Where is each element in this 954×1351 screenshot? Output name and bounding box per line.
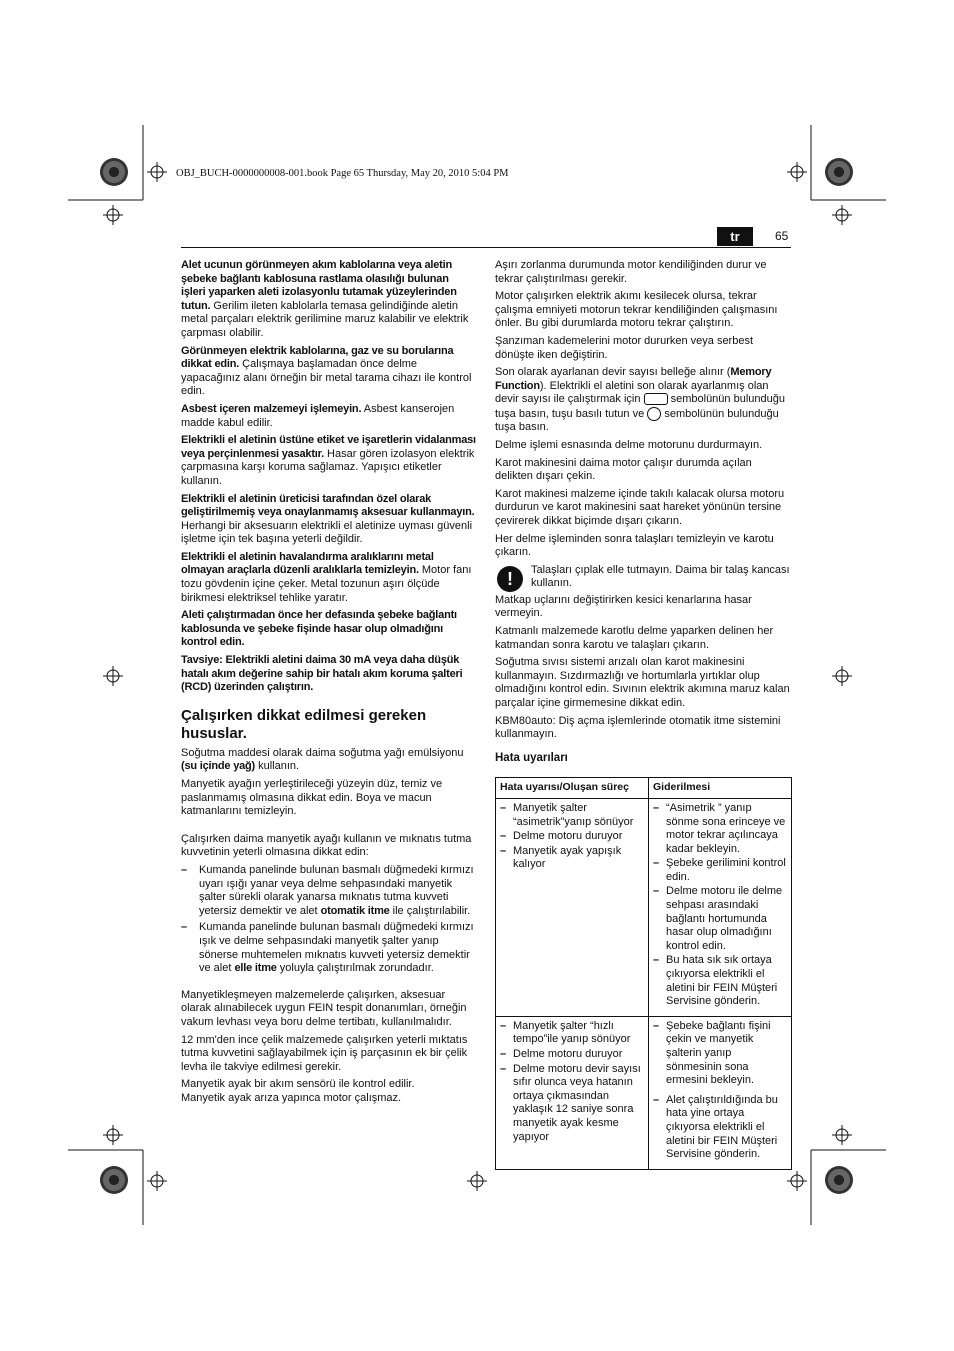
safety-paragraph: Asbest içeren malzemeyi işlemeyin. Asbest kanserojen madde kabul edilir. (181, 402, 455, 429)
body-paragraph: Çalışırken daima manyetik ayağı kullanın ve mıknatıs tutma kuvvetinin yeterli olmasına dikkat edin: (181, 832, 472, 859)
cell-item: – Manyetik ayak yapışık kalıyor (500, 845, 644, 872)
table-row (496, 798, 792, 1016)
safety-paragraph: Tavsiye: Elektrikli aletini daima 30 mA veya daha düşük hatalı akım değerine sahip bir hatalı akım koruma şalteri (RCD) üzerinden çalıştırın. (181, 654, 463, 694)
body-paragraph: Her delme işleminden sonra talaşları temizleyin ve karotu çıkarın. (495, 532, 774, 559)
safety-paragraph: Alet ucunun görünmeyen akım kablolarına veya aletin şebeke bağlantı kablosuna rastlama olasılığı bulunan işleri yaparken aleti izolasyonlu tutamak yüzeylerinden tutun. Gerilim ileten kablolarla temasa gelindiğinde aletin metal parçaları elektrik gerilimine maruz kalabilir ve elektrik çarpması olabilir. (181, 259, 469, 339)
safety-paragraph: Elektrikli el aletinin üreticisi tarafından özel olarak geliştirilmemiş veya onaylanmamış aksesuar kullanmayın. Herhangi bir aksesuarın elektrikli el aletinize uyması güvenli işletme için tek başına yeterli değildir. (181, 492, 475, 546)
cell-item: – Delme motoru duruyor (500, 830, 644, 844)
cell-item: – Alet çalıştırıldığında bu hata yine ortaya çıkıyorsa elektrikli el aletini bir FEIN Müşteri Servisine gönderin. (653, 1094, 787, 1162)
warning-exclamation-icon: ! (497, 566, 523, 592)
right-column (495, 259, 792, 1170)
body-paragraph: Şanzıman kademelerini motor dururken veya serbest dönüşte iken değiştirin. (495, 334, 754, 361)
body-paragraph: Karot makinesini daima motor çalışır durumda açılan delikten dışarı çekin. (495, 456, 752, 483)
body-paragraph: Soğutma maddesi olarak daima soğutma yağı emülsiyonu (su içinde yağ) kullanın. (181, 746, 464, 773)
warning-text: Talaşları çıplak elle tutmayın. Daima bir talaş kancası kullanın. (531, 563, 790, 590)
language-tab: tr (717, 227, 753, 246)
cell-item: – Manyetik şalter “asimetrik”yanıp sönüyor (500, 802, 644, 829)
header-rule (181, 247, 791, 248)
fault-heading: Hata uyarıları (495, 751, 568, 764)
registration-disc-bottom-right (825, 1166, 853, 1194)
safety-paragraph: Aleti çalıştırmadan önce her defasında şebeke bağlantı kablosunda ve şebeke fişinde hasar olup olmadığını kontrol edin. (181, 609, 457, 649)
column-header: Hata uyarısı/Oluşan süreç (496, 778, 649, 799)
cell-item: – Manyetik şalter “hızlı tempo”ile yanıp sönüyor (500, 1020, 644, 1047)
body-paragraph: Son olarak ayarlanan devir sayısı belleğe alınır (Memory Function). Elektrikli el aletini son olarak ayarlanmış olan devir sayısı ile çalıştırmak için sembolünün bulunduğu tuşa basın, tuşu basılı tutun ve sembolünün bulunduğu tuşa basın. (495, 366, 785, 434)
cell-item: – Bu hata sık sık ortaya çıkıyorsa elektrikli el aletini bir FEIN Müşteri Servisine gönderin. (653, 954, 787, 1008)
cell-item: – Delme motoru devir sayısı sıfır olunca veya hatanın ortaya çıkmasından yaklaşık 12 saniye sonra manyetik ayak kesme yapıyor (500, 1063, 644, 1145)
cell-item: – Delme motoru duruyor (500, 1048, 644, 1062)
safety-paragraph: Elektrikli el aletinin üstüne etiket ve işaretlerin vidalanması veya perçinlenmesi yasaktır. Hasar gören izolasyon elektrik çarpmasına karşı koruma sağlamaz. Yapışıcı etiketler kullanın. (181, 434, 476, 487)
cell-item: – Delme motoru ile delme sehpası arasındaki bağlantı hortumunda hasar olup olmadığını kontrol edin. (653, 885, 787, 953)
body-paragraph: Aşırı zorlanma durumunda motor kendiliğinden durur ve tekrar çalıştırılması gerekir. (495, 259, 767, 285)
table-cell (496, 798, 649, 1016)
body-paragraph: Matkap uçlarını değiştirirken kesici kenarlarına hasar vermeyin. (495, 593, 752, 620)
registration-disc-top-right (825, 158, 853, 186)
body-paragraph: KBM80auto: Diş açma işlemlerinde otomatik itme sistemini kullanmayın. (495, 714, 781, 741)
rotation-symbol-icon (647, 407, 661, 421)
table-row (496, 1016, 792, 1169)
registration-disc-top-left (100, 158, 128, 186)
speed-up-symbol-icon (644, 393, 668, 405)
body-paragraph: Manyetikleşmeyen malzemelerde çalışırken, aksesuar olarak alınabilecek uygun FEIN tespit donanımları, örneğin vakum levhası veya boru delme tertibatı, kullanılmalıdır. (181, 988, 467, 1028)
safety-paragraph: Görünmeyen elektrik kablolarına, gaz ve su borularına dikkat edin. Çalışmaya başlamadan önce delme yapacağınız alanı örneğin bir metal tarama cihazı ile kontrol edin. (181, 344, 472, 398)
file-info: OBJ_BUCH-0000000008-001.book Page 65 Thursday, May 20, 2010 5:04 PM (176, 168, 509, 179)
body-paragraph: Manyetik ayak arıza yapınca motor çalışmaz. (181, 1091, 402, 1104)
body-paragraph: Soğutma sıvısı sistemi arızalı olan karot makinesini kullanmayın. Sızdırmazlığı ve hortumlarla yırtıklar olup olmadığını kontrol edin. Sıvının elektrik akımına maruz kalan parçalar içine girmemesine dikkat edin. (495, 656, 790, 709)
safety-paragraph: Elektrikli el aletinin havalandırma aralıklarını metal olmayan araçlarla düzenli aralıklarla temizleyin. Motor fanı tozu gövdenin içine çeker. Metal tozunun aşırı ölçüde birikmesi elektriksel tehlike yaratır. (181, 550, 472, 604)
left-column (181, 259, 476, 1109)
list-item: – Kumanda panelinde bulunan basmalı düğmedeki kırmızı ışık ve delme sehpasındaki manyetik şalter yanıp sönerse muhtemelen mıknatıs kuvveti yetersiz demektir ve alet elle itme yoluyla çalıştırılmak zorundadır. (181, 921, 476, 975)
column-header: Giderilmesi (649, 778, 792, 799)
body-paragraph: Karot makinesi malzeme içinde takılı kalacak olursa motoru durdurun ve karot makinesini saat hareket yönünün tersine çevirerek dikkat biçimde dışarı çıkarın. (495, 487, 785, 527)
cell-item: – “Asimetrik ” yanıp sönme sona erinceye ve motor tekrar açılıncaya kadar bekleyin. (653, 802, 787, 856)
section-heading: Çalışırken dikkat edilmesi gereken hususlar. (181, 706, 427, 742)
registration-disc-bottom-left (100, 1166, 128, 1194)
body-paragraph: Katmanlı malzemede karotlu delme yaparken delinen her katmandan sonra karotu ve talaşları çıkarın. (495, 624, 774, 651)
cell-item: – Şebeke bağlantı fişini çekin ve manyetik şalterin yanıp sönmesinin sona ermesini bekleyin. (653, 1020, 787, 1088)
table-cell (649, 1016, 792, 1169)
body-paragraph: Motor çalışırken elektrik akımı kesilecek olursa, tekrar çalışma emniyeti motorun tekrar kendiliğinden çalışmasını önler. Bu gibi durumlarda motoru tekrar çalıştırın. (495, 290, 778, 330)
table-cell (496, 1016, 649, 1169)
body-paragraph: Delme işlemi esnasında delme motorunu durdurmayın. (495, 439, 763, 452)
fault-table (495, 777, 792, 1169)
cell-item: – Şebeke gerilimini kontrol edin. (653, 857, 787, 884)
body-paragraph: 12 mm'den ince çelik malzemede çalışırken yeterli mıktatıs tutma kuvvetini sağlayabilmek için iş parçasının ek bir çelik levha ile takviye edilmesi gerekir. (181, 1033, 468, 1073)
table-cell (649, 798, 792, 1016)
page-number: 65 (775, 229, 789, 243)
body-paragraph: Manyetik ayak bir akım sensörü ile kontrol edilir. (181, 1078, 415, 1091)
warning-note (495, 564, 792, 592)
body-paragraph: Manyetik ayağın yerleştirileceği yüzeyin düz, temiz ve paslanmamış olmasına dikkat edin. Boya ve macun katmanlarını temizleyin. (181, 778, 443, 818)
list-item: – Kumanda panelinde bulunan basmalı düğmedeki kırmızı uyarı ışığı yanar veya delme sehpasındaki manyetik şalter sürekli olarak yanarsa mıknatıs tutma kuvveti yetersiz demektir ve alet otomatik itme ile çalıştırılabilir. (181, 864, 476, 918)
